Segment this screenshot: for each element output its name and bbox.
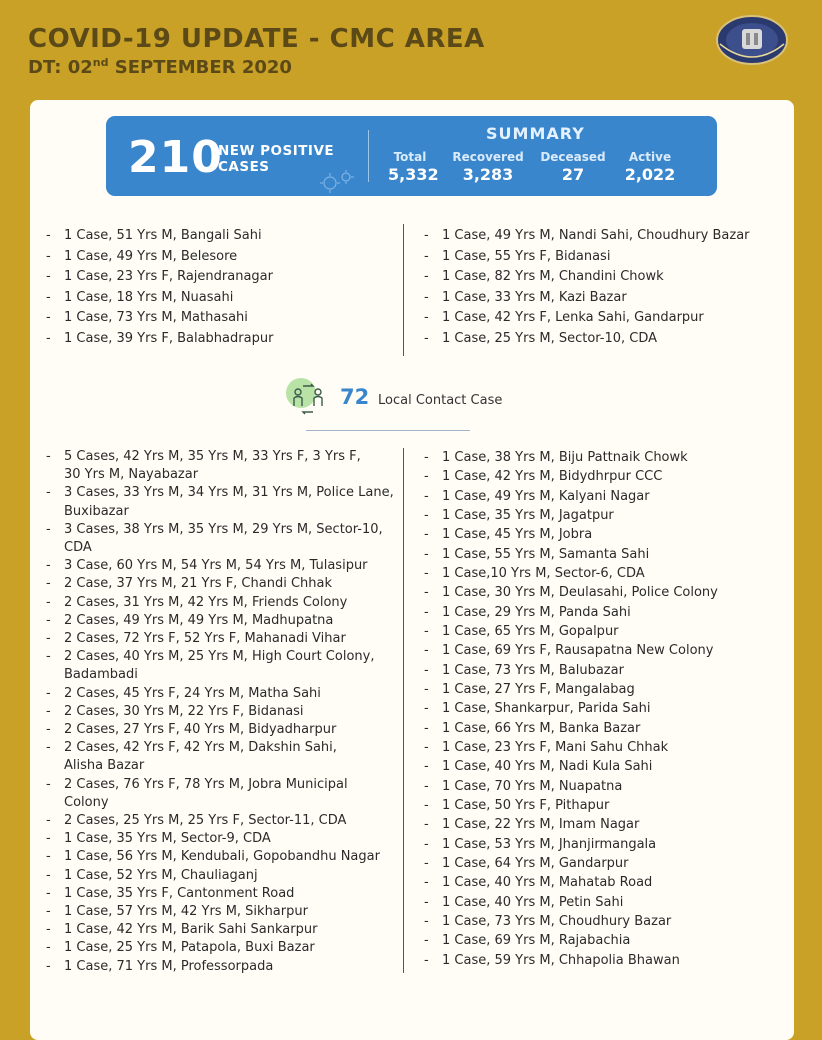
case-list-item: - 1 Case, 45 Yrs M, Jobra [424, 525, 718, 544]
case-line: - 1 Case, 25 Yrs M, Patapola, Buxi Bazar [64, 940, 315, 956]
case-list-item: - 1 Case, 55 Yrs F, Bidanasi [424, 247, 750, 268]
case-line: - 2 Cases, 25 Yrs M, 25 Yrs F, Sector-11, CDA [64, 813, 347, 829]
case-list-item [46, 848, 394, 866]
case-list-item [46, 612, 394, 630]
stat-label: Total [393, 150, 427, 164]
case-list-item: - 1 Case, 27 Yrs F, Mangalabag [424, 680, 718, 699]
case-line: - 2 Cases, 72 Yrs F, 52 Yrs F, Mahanadi Vihar [64, 631, 346, 647]
case-list-item [46, 648, 394, 684]
case-line: - 3 Cases, 38 Yrs M, 35 Yrs M, 29 Yrs M, Sector-10, [64, 521, 383, 537]
case-list-item: - 1 Case, 30 Yrs M, Deulasahi, Police Colony [424, 583, 718, 602]
case-list-item: - 1 Case, 64 Yrs M, Gandarpur [424, 854, 718, 873]
case-list-item: - 1 Case, 53 Yrs M, Jhanjirmangala [424, 835, 718, 854]
case-list-item: - 1 Case, 18 Yrs M, Nuasahi [46, 288, 273, 309]
case-line: - 1 Case, 35 Yrs M, Sector-9, CDA [64, 831, 271, 847]
stat-label: Recovered [452, 150, 524, 164]
local-contact-header [284, 376, 503, 422]
bottom-right-case-list [424, 448, 718, 970]
case-list-item [46, 939, 394, 957]
case-list-item [46, 812, 394, 830]
local-contact-count: 72 [340, 385, 370, 409]
case-list-item [46, 903, 394, 921]
case-list-item: - 1 Case, 55 Yrs M, Samanta Sahi [424, 545, 718, 564]
case-line-continued: Buxibazar [64, 503, 129, 519]
case-line: - 1 Case, 35 Yrs F, Cantonment Road [64, 885, 295, 901]
banner-divider [368, 130, 369, 182]
date-prefix: DT: 02 [28, 57, 93, 78]
date-suffix-ordinal: nd [92, 56, 109, 69]
case-line-continued: 30 Yrs M, Nayabazar [64, 467, 199, 483]
case-list-item: - 1 Case, 40 Yrs M, Petin Sahi [424, 893, 718, 912]
case-list-item [46, 484, 394, 520]
case-list-item [46, 885, 394, 903]
stat-value: 3,283 [462, 165, 514, 184]
stat-value: 27 [561, 165, 585, 184]
case-line-continued: CDA [64, 540, 92, 556]
case-line: - 2 Cases, 31 Yrs M, 42 Yrs M, Friends Colony [64, 594, 348, 610]
case-list-item: - 1 Case, 23 Yrs F, Rajendranagar [46, 267, 273, 288]
case-list-item: - 1 Case, 49 Yrs M, Nandi Sahi, Choudhury Bazar [424, 226, 750, 247]
case-line: - 2 Cases, 30 Yrs M, 22 Yrs F, Bidanasi [64, 703, 304, 719]
case-list-item: - 1 Case, 40 Yrs M, Nadi Kula Sahi [424, 757, 718, 776]
stat-value: 2,022 [624, 165, 676, 184]
case-list-item [46, 921, 394, 939]
case-list-item [46, 521, 394, 557]
case-line: - 1 Case, 52 Yrs M, Chauliaganj [64, 867, 258, 883]
case-list-item: - 1 Case, 25 Yrs M, Sector-10, CDA [424, 329, 750, 350]
case-line: - 2 Case, 37 Yrs M, 21 Yrs F, Chandi Chhak [64, 576, 333, 592]
stat-deceased [538, 150, 608, 184]
case-list-item [46, 739, 394, 775]
case-list-item: - 1 Case, 73 Yrs M, Balubazar [424, 661, 718, 680]
case-line: - 2 Cases, 42 Yrs F, 42 Yrs M, Dakshin Sahi, [64, 740, 337, 756]
top-column-divider [403, 224, 404, 356]
case-list-item: - 1 Case, 38 Yrs M, Biju Pattnaik Chowk [424, 448, 718, 467]
case-list-item: - 1 Case, 39 Yrs F, Balabhadrapur [46, 329, 273, 350]
case-list-item: - 1 Case, 73 Yrs M, Mathasahi [46, 308, 273, 329]
case-list-item: - 1 Case, 49 Yrs M, Belesore [46, 247, 273, 268]
people-contact-icon [284, 376, 330, 422]
case-list-item [46, 830, 394, 848]
new-positive-label-line1: NEW POSITIVE [218, 143, 335, 159]
case-list-item: - 1 Case, 35 Yrs M, Jagatpur [424, 506, 718, 525]
case-list-item: - 1 Case, Shankarpur, Parida Sahi [424, 699, 718, 718]
case-line: - 2 Cases, 45 Yrs F, 24 Yrs M, Matha Sahi [64, 685, 321, 701]
case-list-item: - 1 Case, 42 Yrs F, Lenka Sahi, Gandarpur [424, 308, 750, 329]
case-line: - 2 Cases, 76 Yrs F, 78 Yrs M, Jobra Municipal [64, 776, 348, 792]
top-right-case-list [424, 226, 750, 350]
case-line: - 1 Case, 42 Yrs M, Barik Sahi Sankarpur [64, 922, 318, 938]
top-left-case-list [46, 226, 273, 350]
case-list-item: - 1 Case, 49 Yrs M, Kalyani Nagar [424, 487, 718, 506]
local-contact-underline [306, 430, 470, 431]
report-date [28, 56, 292, 78]
new-positive-count: 210 [128, 132, 223, 183]
case-list-item [46, 776, 394, 812]
bottom-left-case-list [46, 448, 394, 976]
case-list-item: - 1 Case, 40 Yrs M, Mahatab Road [424, 873, 718, 892]
case-list-item: - 1 Case, 50 Yrs F, Pithapur [424, 796, 718, 815]
case-list-item: - 1 Case, 82 Yrs M, Chandini Chowk [424, 267, 750, 288]
case-list-item: - 1 Case, 70 Yrs M, Nuapatna [424, 777, 718, 796]
case-list-item: - 1 Case, 59 Yrs M, Chhapolia Bhawan [424, 951, 718, 970]
case-list-item: - 1 Case, 73 Yrs M, Choudhury Bazar [424, 912, 718, 931]
new-positive-label-line2: CASES [218, 159, 270, 175]
case-line: - 3 Cases, 33 Yrs M, 34 Yrs M, 31 Yrs M, Police Lane, [64, 485, 394, 501]
summary-title: SUMMARY [486, 124, 585, 143]
case-list-item [46, 867, 394, 885]
stat-value: 5,332 [388, 165, 439, 184]
case-list-item [46, 630, 394, 648]
case-line: - 5 Cases, 42 Yrs M, 35 Yrs M, 33 Yrs F, 3 Yrs F, [64, 449, 361, 464]
case-list-item: - 1 Case, 69 Yrs F, Rausapatna New Colony [424, 641, 718, 660]
case-list-item: - 1 Case, 42 Yrs M, Bidydhrpur CCC [424, 467, 718, 486]
page-title: COVID-19 UPDATE - CMC AREA [28, 24, 485, 54]
case-list-item [46, 557, 394, 575]
case-line: - 1 Case, 71 Yrs M, Professorpada [64, 958, 274, 974]
case-list-item: - 1 Case, 66 Yrs M, Banka Bazar [424, 719, 718, 738]
stat-total [388, 150, 439, 184]
case-list-item [46, 575, 394, 593]
case-list-item: - 1 Case, 69 Yrs M, Rajabachia [424, 931, 718, 950]
municipal-corporation-logo [714, 14, 790, 66]
case-list-item [46, 594, 394, 612]
stat-recovered [450, 150, 526, 184]
summary-banner [106, 116, 717, 196]
case-line: - 2 Cases, 27 Yrs F, 40 Yrs M, Bidyadharpur [64, 722, 337, 738]
bottom-column-divider [403, 448, 404, 973]
date-month-year: SEPTEMBER 2020 [108, 57, 292, 78]
case-list-item [46, 721, 394, 739]
local-contact-label: Local Contact Case [378, 393, 503, 408]
case-line-continued: Colony [64, 794, 109, 810]
case-list-item: - 1 Case, 22 Yrs M, Imam Nagar [424, 815, 718, 834]
case-list-item: - 1 Case, 33 Yrs M, Kazi Bazar [424, 288, 750, 309]
stat-label: Deceased [540, 150, 606, 164]
case-line-continued: Badambadi [64, 667, 138, 683]
case-list-item: - 1 Case,10 Yrs M, Sector-6, CDA [424, 564, 718, 583]
case-line: - 3 Case, 60 Yrs M, 54 Yrs M, 54 Yrs M, Tulasipur [64, 558, 368, 574]
case-list-item [46, 703, 394, 721]
case-list-item [46, 958, 394, 976]
case-list-item: - 1 Case, 51 Yrs M, Bangali Sahi [46, 226, 273, 247]
case-list-item [46, 448, 394, 484]
case-list-item [46, 685, 394, 703]
case-list-item: - 1 Case, 65 Yrs M, Gopalpur [424, 622, 718, 641]
case-list-item: - 1 Case, 29 Yrs M, Panda Sahi [424, 603, 718, 622]
case-line: - 2 Cases, 40 Yrs M, 25 Yrs M, High Court Colony, [64, 649, 375, 665]
virus-icon [316, 168, 360, 194]
case-line: - 1 Case, 57 Yrs M, 42 Yrs M, Sikharpur [64, 904, 308, 920]
case-line: - 2 Cases, 49 Yrs M, 49 Yrs M, Madhupatna [64, 612, 334, 628]
stat-label: Active [628, 150, 672, 164]
case-line-continued: Alisha Bazar [64, 758, 145, 774]
case-list-item: - 1 Case, 23 Yrs F, Mani Sahu Chhak [424, 738, 718, 757]
stat-active [622, 150, 678, 184]
case-line: - 1 Case, 56 Yrs M, Kendubali, Gopobandhu Nagar [64, 849, 380, 865]
